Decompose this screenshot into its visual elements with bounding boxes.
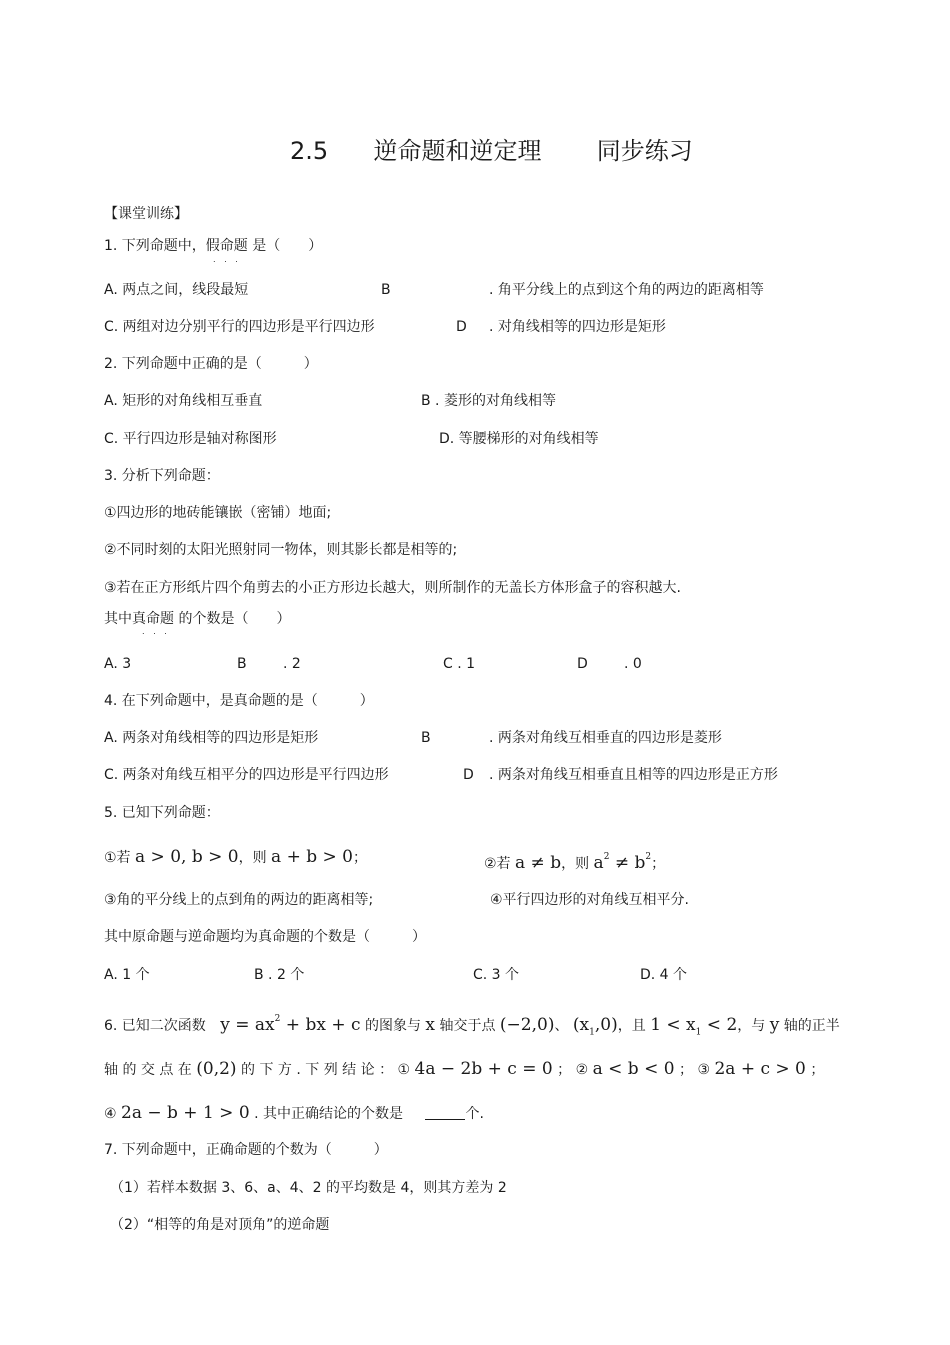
- q7-item-2: （2）“相等的角是对顶角”的逆命题: [110, 1217, 330, 1233]
- q5-question: 其中原命题与逆命题均为真命题的个数是（ ）: [104, 929, 426, 945]
- q3-option-d: . 0: [624, 656, 642, 672]
- q2-option-c: C. 平行四边形是轴对称图形: [104, 431, 277, 447]
- q1-option-d-letter: D: [456, 319, 467, 335]
- q1-option-b: . 角平分线上的点到这个角的两边的距离相等: [489, 282, 764, 298]
- q3-proposition-1: ①四边形的地砖能镶嵌（密铺）地面;: [104, 505, 332, 521]
- title-number: 2.5: [290, 137, 329, 165]
- q4-option-c: C. 两条对角线互相平分的四边形是平行四边形: [104, 767, 389, 783]
- q7-stem: 7. 下列命题中，正确命题的个数为（ ）: [104, 1142, 388, 1158]
- q5-stem: 5. 已知下列命题：: [104, 805, 220, 821]
- page-title: [290, 136, 693, 166]
- q3-proposition-2: ②不同时刻的太阳光照射同一物体，则其影长都是相等的;: [104, 542, 458, 558]
- q1-option-b-letter: B: [381, 282, 391, 298]
- q1-option-a: A. 两点之间，线段最短: [104, 282, 249, 298]
- q3-option-c: C . 1: [443, 656, 476, 672]
- q5-proposition-1: ①若 a > 0, b > 0，则 a + b > 0；: [104, 847, 367, 867]
- q2-option-b: B . 菱形的对角线相等: [421, 393, 556, 409]
- answer-blank: [425, 1105, 465, 1120]
- q6-line-1: 6. 已知二次函数 $y = ax^2$ + bx + c 的图象与 x 轴交于点 (−2,0)、 $(x_1,0)$，且 $1 < x_1 < 2$，与 y 轴的正半: [104, 1014, 840, 1038]
- q3-stem: 3. 分析下列命题：: [104, 468, 220, 484]
- q5-option-b: B . 2 个: [254, 967, 305, 983]
- q5-proposition-2: ②若 a ≠ b，则 $a^2 \ne b^2$；: [484, 852, 666, 873]
- q6-line-3: ④ 2a − b + 1 > 0 . 其中正确结论的个数是 个.: [104, 1103, 484, 1123]
- q3-question: 其中真命题 的个数是（ ）: [104, 611, 291, 627]
- section-heading: 【课堂训练】: [104, 206, 188, 222]
- q5-option-a: A. 1 个: [104, 967, 150, 983]
- q2-option-d: D. 等腰梯形的对角线相等: [439, 431, 599, 447]
- q1-stem: 1. 下列命题中，假命题 是（ ）: [104, 238, 323, 254]
- emphasis-dots: . . .: [213, 255, 241, 264]
- q3-option-b-letter: B: [237, 656, 247, 672]
- title-subtitle: 同步练习: [596, 137, 693, 165]
- q2-option-a: A. 矩形的对角线相互垂直: [104, 393, 263, 409]
- q4-option-d: . 两条对角线互相垂直且相等的四边形是正方形: [489, 767, 778, 783]
- q3-proposition-3: ③若在正方形纸片四个角剪去的小正方形边长越大，则所制作的无盖长方体形盒子的容积越大.: [104, 580, 681, 596]
- q6-line-2: 轴 的 交 点 在 (0,2) 的 下 方 . 下 列 结 论 ： ① 4a − 2b + c = 0 ； ② a < b < 0 ； ③ 2a + c > 0 ；: [104, 1059, 825, 1079]
- q3-option-b: . 2: [283, 656, 301, 672]
- q7-item-1: （1）若样本数据 3、6、a、4、2 的平均数是 4，则其方差为 2: [110, 1180, 507, 1196]
- q4-option-b-letter: B: [421, 730, 431, 746]
- q5-option-c: C. 3 个: [473, 967, 520, 983]
- emphasis-dots: . . .: [142, 627, 170, 636]
- q4-stem: 4. 在下列命题中，是真命题的是（ ）: [104, 693, 374, 709]
- title-name: 逆命题和逆定理: [373, 137, 542, 165]
- q4-option-a: A. 两条对角线相等的四边形是矩形: [104, 730, 319, 746]
- q5-proposition-4: ④平行四边形的对角线互相平分.: [490, 892, 690, 908]
- q5-proposition-3: ③角的平分线上的点到角的两边的距离相等;: [104, 892, 374, 908]
- q4-option-b: . 两条对角线互相垂直的四边形是菱形: [489, 730, 722, 746]
- q1-option-d: . 对角线相等的四边形是矩形: [489, 319, 666, 335]
- q1-option-c: C. 两组对边分别平行的四边形是平行四边形: [104, 319, 375, 335]
- q3-option-d-letter: D: [577, 656, 588, 672]
- q5-option-d: D. 4 个: [640, 967, 688, 983]
- q3-option-a: A. 3: [104, 656, 132, 672]
- q2-stem: 2. 下列命题中正确的是（ ）: [104, 356, 318, 372]
- q4-option-d-letter: D: [463, 767, 474, 783]
